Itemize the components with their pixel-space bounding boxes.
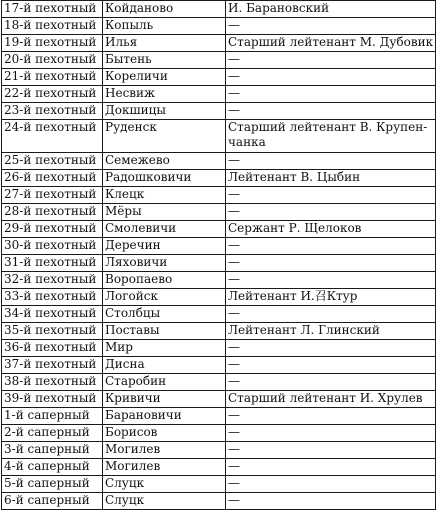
unit-cell: 29-й пехотный <box>2 221 103 238</box>
commander-cell: — <box>226 442 436 459</box>
unit-cell: 30-й пехотный <box>2 238 103 255</box>
unit-cell: 33-й пехотный <box>2 289 103 306</box>
unit-cell: 26-й пехотный <box>2 170 103 187</box>
unit-cell: 3-й саперный <box>2 442 103 459</box>
place-cell: Барановичи <box>103 408 226 425</box>
place-cell: Руденск <box>103 120 226 153</box>
commander-cell: — <box>226 204 436 221</box>
unit-cell: 28-й пехотный <box>2 204 103 221</box>
place-cell: Радошковичи <box>103 170 226 187</box>
table-row <box>2 170 436 187</box>
commander-cell: Старший лейтенант В. Крупен-чанка <box>226 120 436 153</box>
commander-cell: — <box>226 86 436 103</box>
place-cell: Слуцк <box>103 493 226 510</box>
place-cell: Деречин <box>103 238 226 255</box>
table-row <box>2 153 436 170</box>
table-row <box>2 374 436 391</box>
unit-cell: 25-й пехотный <box>2 153 103 170</box>
table-row <box>2 86 436 103</box>
unit-cell: 32-й пехотный <box>2 272 103 289</box>
table-row <box>2 1 436 18</box>
table-row <box>2 255 436 272</box>
commander-cell: — <box>226 69 436 86</box>
units-table-body <box>2 1 436 510</box>
place-cell: Несвиж <box>103 86 226 103</box>
table-row <box>2 120 436 153</box>
place-cell: Семежево <box>103 153 226 170</box>
table-row <box>2 425 436 442</box>
table-row <box>2 340 436 357</box>
unit-cell: 31-й пехотный <box>2 255 103 272</box>
table-row <box>2 18 436 35</box>
commander-cell: — <box>226 272 436 289</box>
place-cell: Мир <box>103 340 226 357</box>
place-cell: Могилев <box>103 459 226 476</box>
table-row <box>2 187 436 204</box>
unit-cell: 37-й пехотный <box>2 357 103 374</box>
commander-cell: — <box>226 340 436 357</box>
table-row <box>2 306 436 323</box>
place-cell: Смолевичи <box>103 221 226 238</box>
table-row <box>2 52 436 69</box>
commander-cell: Старший лейтенант М. Дубовик <box>226 35 436 52</box>
commander-cell: — <box>226 52 436 69</box>
place-cell: Ляховичи <box>103 255 226 272</box>
commander-cell: Лейтенант Л. Глинский <box>226 323 436 340</box>
commander-cell: — <box>226 18 436 35</box>
table-row <box>2 442 436 459</box>
commander-cell: — <box>226 238 436 255</box>
commander-cell: — <box>226 306 436 323</box>
commander-cell: — <box>226 425 436 442</box>
commander-cell: — <box>226 408 436 425</box>
table-row <box>2 493 436 510</box>
commander-cell: — <box>226 493 436 510</box>
table-row <box>2 289 436 306</box>
place-cell: Бытень <box>103 52 226 69</box>
place-cell: Койданово <box>103 1 226 18</box>
table-row <box>2 357 436 374</box>
commander-cell: Старший лейтенант И. Хрулев <box>226 391 436 408</box>
units-table <box>1 0 436 510</box>
place-cell: Логойск <box>103 289 226 306</box>
unit-cell: 34-й пехотный <box>2 306 103 323</box>
commander-cell: — <box>226 103 436 120</box>
place-cell: Дисна <box>103 357 226 374</box>
table-row <box>2 476 436 493</box>
unit-cell: 18-й пехотный <box>2 18 103 35</box>
unit-cell: 27-й пехотный <box>2 187 103 204</box>
table-row <box>2 103 436 120</box>
place-cell: Поставы <box>103 323 226 340</box>
unit-cell: 6-й саперный <box>2 493 103 510</box>
commander-cell: — <box>226 187 436 204</box>
table-row <box>2 35 436 52</box>
table-row <box>2 272 436 289</box>
unit-cell: 19-й пехотный <box>2 35 103 52</box>
commander-cell: И. Барановский <box>226 1 436 18</box>
commander-cell: — <box>226 153 436 170</box>
place-cell: Столбцы <box>103 306 226 323</box>
commander-cell: — <box>226 357 436 374</box>
place-cell: Слуцк <box>103 476 226 493</box>
commander-cell: — <box>226 255 436 272</box>
unit-cell: 39-й пехотный <box>2 391 103 408</box>
unit-cell: 17-й пехотный <box>2 1 103 18</box>
unit-cell: 21-й пехотный <box>2 69 103 86</box>
unit-cell: 24-й пехотный <box>2 120 103 153</box>
table-row <box>2 391 436 408</box>
place-cell: Илья <box>103 35 226 52</box>
table-row <box>2 459 436 476</box>
unit-cell: 22-й пехотный <box>2 86 103 103</box>
unit-cell: 38-й пехотный <box>2 374 103 391</box>
table-row <box>2 221 436 238</box>
place-cell: Могилев <box>103 442 226 459</box>
table-row <box>2 408 436 425</box>
unit-cell: 4-й саперный <box>2 459 103 476</box>
unit-cell: 35-й пехотный <box>2 323 103 340</box>
table-row <box>2 69 436 86</box>
place-cell: Воропаево <box>103 272 226 289</box>
unit-cell: 2-й саперный <box>2 425 103 442</box>
place-cell: Кореличи <box>103 69 226 86</box>
unit-cell: 5-й саперный <box>2 476 103 493</box>
place-cell: Кривичи <box>103 391 226 408</box>
unit-cell: 1-й саперный <box>2 408 103 425</box>
place-cell: Борисов <box>103 425 226 442</box>
place-cell: Клецк <box>103 187 226 204</box>
table-row <box>2 204 436 221</box>
place-cell: Старобин <box>103 374 226 391</box>
unit-cell: 36-й пехотный <box>2 340 103 357</box>
commander-cell: — <box>226 459 436 476</box>
place-cell: Копыль <box>103 18 226 35</box>
commander-cell: Лейтенант В. Цыбин <box>226 170 436 187</box>
place-cell: Докшицы <box>103 103 226 120</box>
commander-cell: Сержант Р. Щелоков <box>226 221 436 238</box>
commander-cell: — <box>226 476 436 493</box>
table-row <box>2 323 436 340</box>
commander-cell: Лейтенант И.召Ктур <box>226 289 436 306</box>
table-row <box>2 238 436 255</box>
place-cell: Мёры <box>103 204 226 221</box>
commander-cell: — <box>226 374 436 391</box>
unit-cell: 23-й пехотный <box>2 103 103 120</box>
unit-cell: 20-й пехотный <box>2 52 103 69</box>
